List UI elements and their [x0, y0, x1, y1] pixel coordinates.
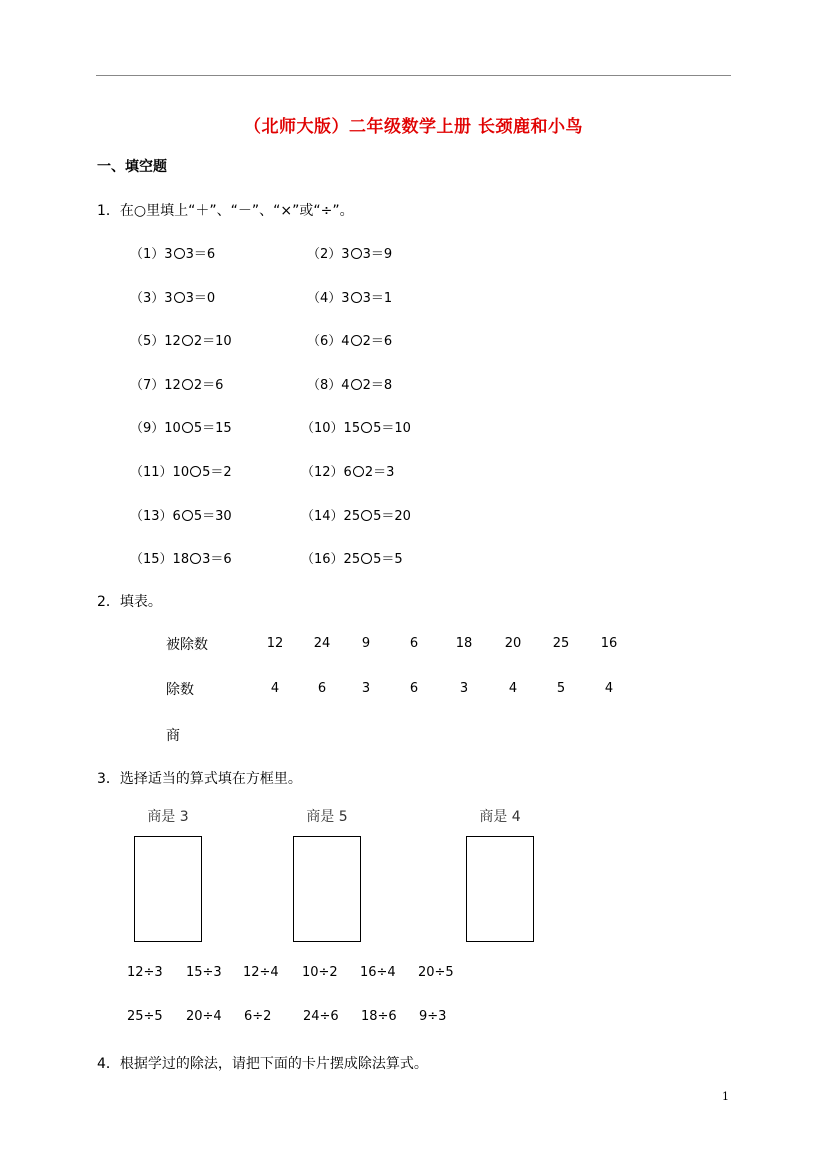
equation-number: （13）: [130, 508, 173, 524]
equation-number: （3）: [130, 290, 165, 306]
question-3-prompt: 3．选择适当的算式填在方框里。: [97, 771, 302, 787]
operator-blank-circle[interactable]: [174, 292, 185, 303]
page-title: （北师大版）二年级数学上册 长颈鹿和小鸟: [244, 117, 583, 137]
equation-item: [130, 505, 232, 524]
expression-option[interactable]: 12÷3: [127, 965, 163, 980]
equation-right: 5＝20: [373, 508, 411, 524]
operator-blank-circle[interactable]: [182, 422, 193, 433]
equation-item: [130, 330, 232, 349]
operator-blank-circle[interactable]: [351, 292, 362, 303]
question-4-prompt: 4．根据学过的除法，请把下面的卡片摆成除法算式。: [97, 1056, 428, 1072]
question-2-prompt: 2．填表。: [97, 594, 162, 610]
equation-number: （9）: [130, 421, 165, 437]
table-cell: 6: [317, 681, 327, 696]
expression-option[interactable]: 16÷4: [360, 965, 396, 980]
equation-right: 2＝10: [193, 334, 232, 350]
expression-option[interactable]: 20÷5: [418, 965, 454, 980]
operator-blank-circle[interactable]: [182, 510, 193, 521]
equation-right: 3＝6: [185, 247, 216, 262]
equation-left: 12: [164, 377, 181, 393]
operator-blank-circle[interactable]: [351, 248, 362, 259]
equation-right: 3＝1: [362, 290, 393, 306]
table-cell: 12: [266, 636, 284, 651]
box-label-1: 商是 3: [147, 809, 189, 825]
operator-blank-circle[interactable]: [190, 466, 201, 477]
box-label-2: 商是 5: [306, 809, 348, 825]
equation-number: （12）: [301, 465, 344, 480]
expression-option[interactable]: 20÷4: [186, 1009, 222, 1024]
equation-right: 2＝6: [362, 334, 393, 350]
equation-item: [130, 417, 232, 436]
page-number: 1: [722, 1090, 729, 1103]
header-rule: [96, 75, 731, 76]
equation-item: [130, 461, 232, 480]
operator-blank-circle[interactable]: [353, 466, 364, 477]
expression-option[interactable]: 10÷2: [302, 965, 338, 980]
equation-number: （5）: [130, 334, 165, 350]
table-row-label: 除数: [166, 682, 194, 698]
table-cell: 6: [409, 636, 419, 651]
table-cell: 4: [270, 681, 280, 696]
box-label-3: 商是 4: [479, 809, 521, 825]
equation-left: 4: [341, 377, 350, 393]
equation-left: 6: [172, 508, 181, 524]
equation-left: 3: [164, 290, 173, 306]
operator-blank-circle[interactable]: [361, 510, 372, 521]
table-row-label: 被除数: [166, 637, 208, 653]
operator-blank-circle[interactable]: [351, 379, 362, 390]
operator-blank-circle[interactable]: [182, 379, 193, 390]
equation-left: 18: [172, 552, 190, 568]
equation-left: 6: [343, 465, 352, 480]
equation-number: （8）: [307, 377, 342, 393]
equation-number: （16）: [301, 552, 344, 568]
equation-number: （6）: [307, 334, 342, 350]
equation-left: 12: [164, 334, 181, 350]
equation-right: 5＝15: [193, 421, 232, 437]
equation-number: （15）: [130, 552, 173, 568]
table-cell: 5: [556, 681, 566, 696]
equation-right: 2＝6: [193, 377, 224, 393]
answer-box-3[interactable]: [466, 836, 534, 942]
table-cell: 25: [552, 636, 570, 651]
equation-left: 10: [164, 421, 181, 437]
expression-option[interactable]: 15÷3: [186, 965, 222, 980]
expression-option[interactable]: 25÷5: [127, 1009, 163, 1024]
equation-item: [130, 374, 223, 393]
equation-item: [130, 548, 232, 567]
equation-left: 15: [343, 421, 361, 437]
operator-blank-circle[interactable]: [190, 553, 201, 564]
table-cell: 4: [508, 681, 518, 696]
equation-item: [130, 287, 215, 306]
equation-left: 3: [341, 247, 350, 262]
table-cell: 3: [361, 681, 371, 696]
equation-number: （2）: [307, 247, 342, 262]
table-cell: 6: [409, 681, 419, 696]
equation-right: 5＝10: [373, 421, 411, 437]
equation-number: （4）: [307, 290, 342, 306]
equation-right: 2＝8: [362, 377, 393, 393]
section-heading: 一、填空题: [97, 159, 167, 175]
equation-right: 5＝30: [193, 508, 232, 524]
equation-left: 25: [343, 508, 361, 524]
operator-blank-circle[interactable]: [182, 335, 193, 346]
table-cell: 4: [604, 681, 614, 696]
equation-right: 3＝6: [202, 552, 232, 568]
expression-option[interactable]: 12÷4: [243, 965, 279, 980]
table-row-label: 商: [166, 728, 180, 744]
equation-number: （14）: [301, 508, 344, 524]
operator-blank-circle[interactable]: [361, 553, 372, 564]
equation-item: [307, 287, 392, 306]
equation-right: 5＝5: [373, 552, 403, 568]
equation-item: [301, 417, 411, 436]
expression-option[interactable]: 18÷6: [361, 1009, 397, 1024]
question-1-prompt: 1．在○里填上“＋”、“－”、“×”或“÷”。: [97, 203, 354, 219]
equation-item: [301, 548, 403, 567]
operator-blank-circle[interactable]: [361, 422, 372, 433]
equation-right: 3＝0: [185, 290, 216, 306]
table-cell: 16: [600, 636, 618, 651]
equation-item: [307, 243, 392, 262]
table-cell: 18: [455, 636, 473, 651]
equation-number: （11）: [130, 465, 173, 480]
answer-box-2[interactable]: [293, 836, 361, 942]
table-cell: 24: [313, 636, 331, 651]
expression-option[interactable]: 24÷6: [303, 1009, 339, 1024]
operator-blank-circle[interactable]: [174, 248, 185, 259]
equation-left: 3: [164, 247, 173, 262]
equation-number: （10）: [301, 421, 344, 437]
equation-right: 3＝9: [362, 247, 393, 262]
equation-item: [307, 374, 392, 393]
equation-left: 3: [341, 290, 350, 306]
operator-blank-circle[interactable]: [351, 335, 362, 346]
equation-number: （7）: [130, 377, 165, 393]
table-cell: 20: [504, 636, 522, 651]
equation-left: 4: [341, 334, 350, 350]
expression-option[interactable]: 6÷2: [244, 1009, 272, 1024]
equation-item: [130, 243, 215, 262]
equation-item: [307, 330, 392, 349]
expression-option[interactable]: 9÷3: [419, 1009, 447, 1024]
equation-right: 5＝2: [202, 465, 232, 480]
table-cell: 3: [459, 681, 469, 696]
equation-left: 25: [343, 552, 361, 568]
equation-item: [301, 461, 394, 480]
table-cell: 9: [361, 636, 371, 651]
equation-item: [301, 505, 411, 524]
equation-number: （1）: [130, 247, 165, 262]
equation-left: 10: [172, 465, 190, 480]
equation-right: 2＝3: [364, 465, 395, 480]
answer-box-1[interactable]: [134, 836, 202, 942]
